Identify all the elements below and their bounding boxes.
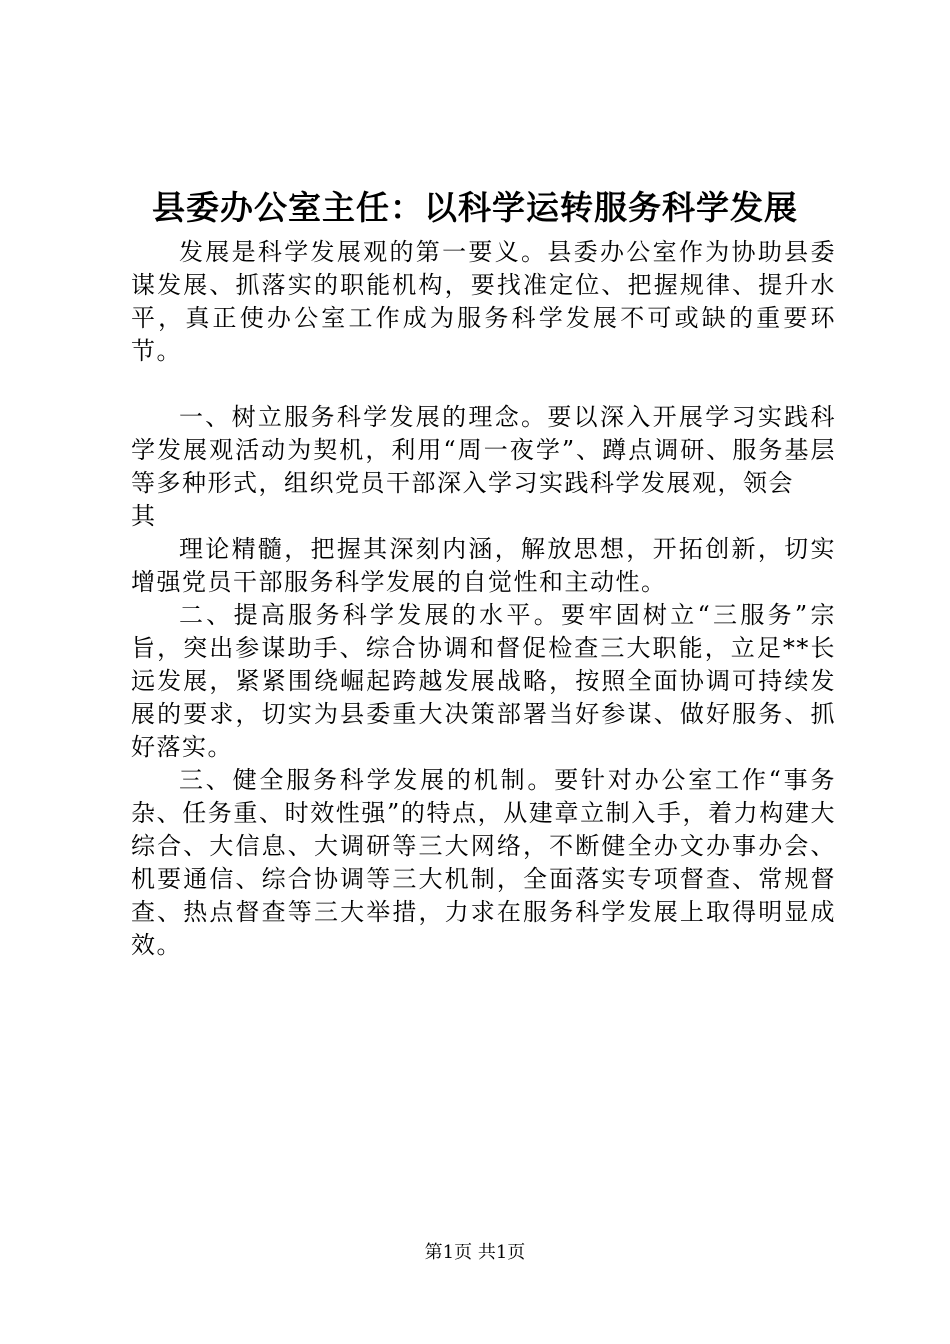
paragraph-section-1-theory: 理论精髓，把握其深刻内涵，解放思想，开拓创新，切实增强党员干部服务科学发展的自觉性和主动性。 <box>131 535 836 596</box>
page-footer: 第1页 共1页 <box>424 1242 526 1263</box>
paragraph-section-1-continued: 其 <box>131 502 157 530</box>
document-body <box>131 236 836 962</box>
paragraph-section-1: 一、树立服务科学发展的理念。要以深入开展学习实践科学发展观活动为契机，利用“周一夜学”、蹲点调研、服务基层等多种形式，组织党员干部深入学习实践科学发展观，领会 <box>131 403 836 497</box>
paragraph-intro: 发展是科学发展观的第一要义。县委办公室作为协助县委谋发展、抓落实的职能机构，要找准定位、把握规律、提升水平，真正使办公室工作成为服务科学发展不可或缺的重要环节。 <box>131 238 836 365</box>
paragraph-section-2: 二、提高服务科学发展的水平。要牢固树立“三服务”宗旨，突出参谋助手、综合协调和督促检查三大职能，立足**长远发展，紧紧围绕崛起跨越发展战略，按照全面协调可持续发展的要求，切实为县委重大决策部署当好参谋、做好服务、抓好落实。 <box>131 601 836 761</box>
paragraph-section-3: 三、健全服务科学发展的机制。要针对办公室工作“事务杂、任务重、时效性强”的特点，从建章立制入手，着力构建大综合、大信息、大调研等三大网络，不断健全办文办事办会、机要通信、综合协调等三大机制，全面落实专项督查、常规督查、热点督查等三大举措，力求在服务科学发展上取得明显成效。 <box>131 766 836 959</box>
document-title: 县委办公室主任：以科学运转服务科学发展 <box>152 188 798 227</box>
